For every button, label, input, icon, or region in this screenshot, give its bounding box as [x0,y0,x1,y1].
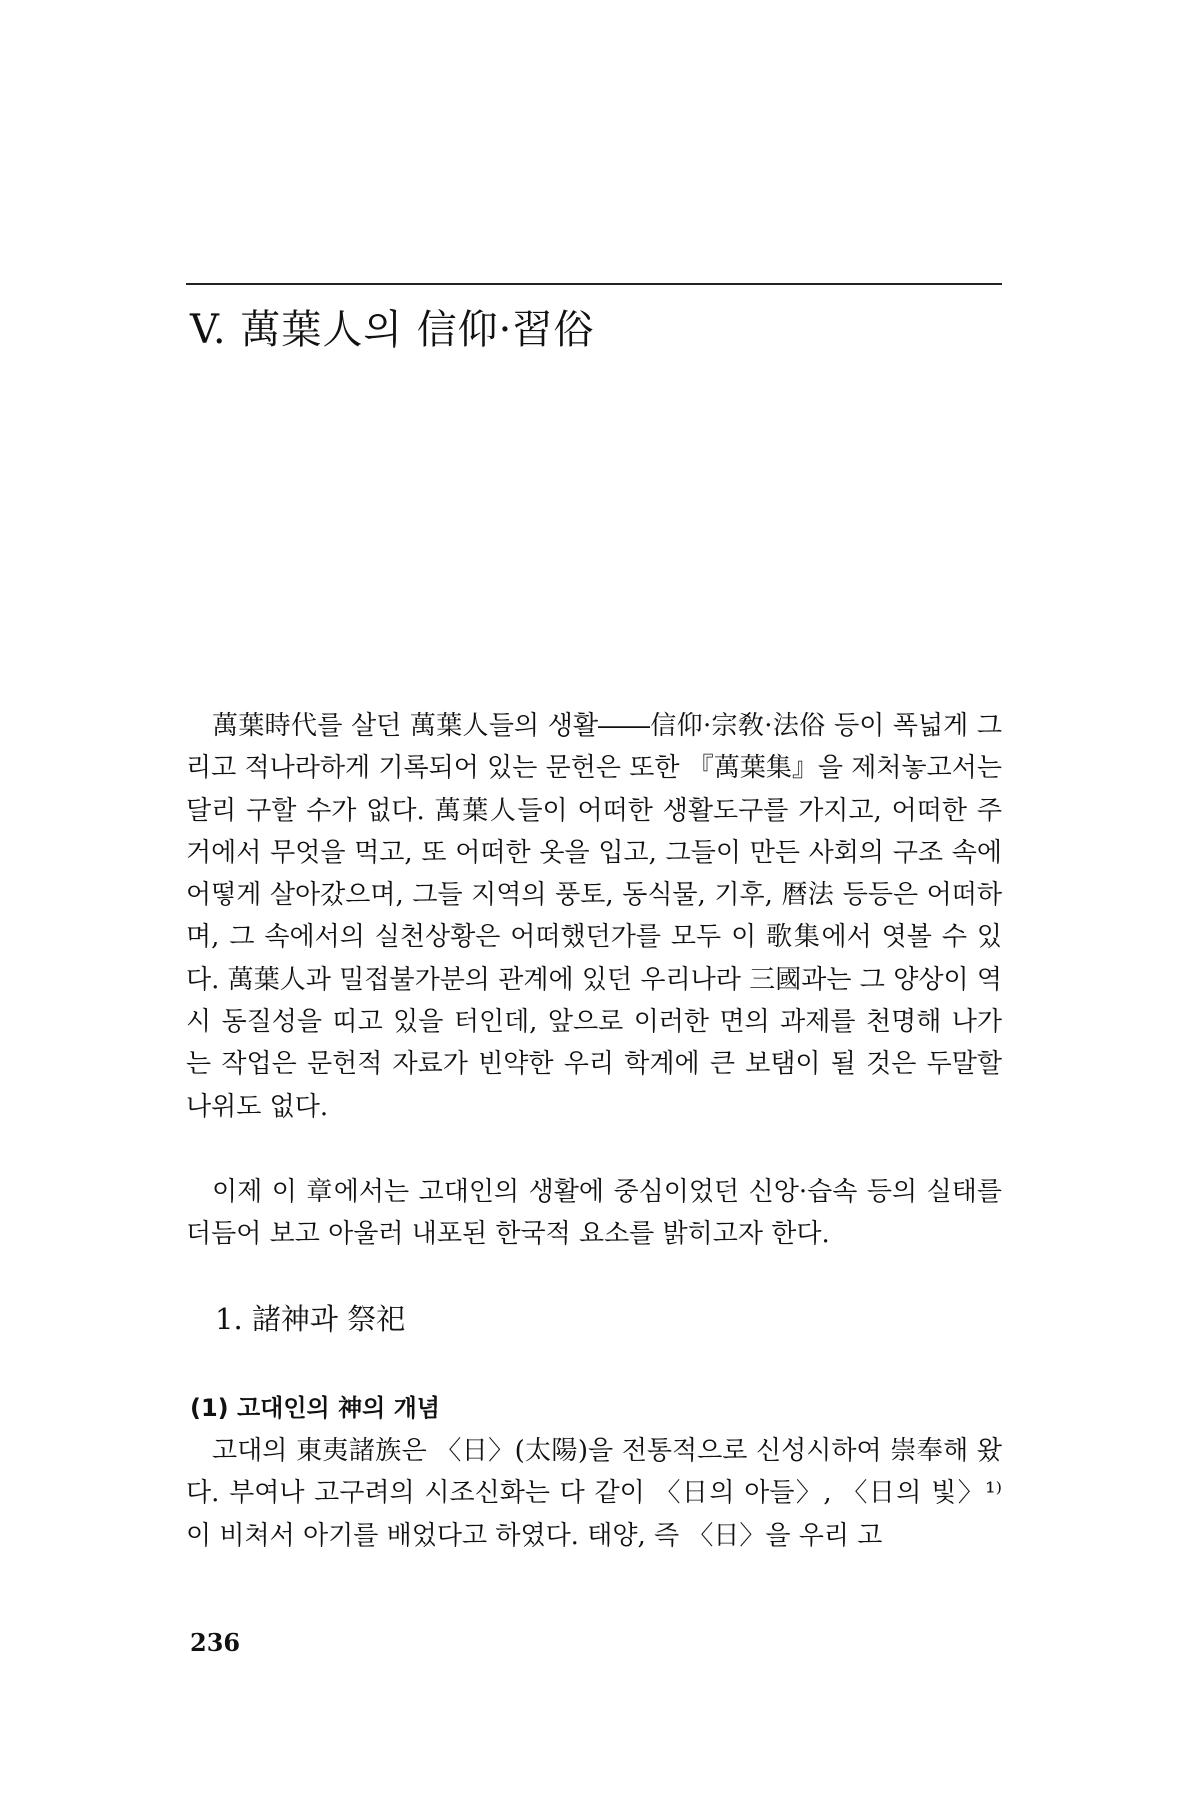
body-paragraph-intro: 萬葉時代를 살던 萬葉人들의 생활――信仰·宗敎·法俗 등이 폭넓게 그리고 적나라하게 기록되어 있는 문헌은 또한 『萬葉集』을 제처놓고서는 달리 구할 수가 없다. 萬葉人들이 어떠한 생활도구를 가지고, 어떠한 주거에서 무엇을 먹고, 또 어떠한 옷을 입고, 그들이 만든 사회의 구조 속에 어떻게 살아갔으며, 그들 지역의 풍토, 동식물, 기후, 暦法 등등은 어떠하며, 그 속에서의 실천상황은 어떠했던가를 모두 이 歌集에서 엿볼 수 있다. 萬葉人과 밀접불가분의 관계에 있던 우리나라 三國과는 그 양상이 역시 동질성을 띠고 있을 터인데, 앞으로 이러한 면의 과제를 천명해 나가는 작업은 문헌적 자료가 빈약한 우리 학계에 큰 보탬이 될 것은 두말할 나위도 없다. [186,711,1002,1122]
page-number: 236 [190,1628,241,1657]
body-paragraph-chapter-aim: 이제 이 章에서는 고대인의 생활에 중심이었던 신앙·습속 등의 실태를 더듬어 보고 아울러 내포된 한국적 요소를 밝히고자 한다. [186,1177,1002,1250]
chapter-rule [186,283,1002,285]
section-heading: 1. 諸神과 祭祀 [215,1302,406,1336]
chapter-title: V. 萬葉人의 信仰·習俗 [190,307,595,353]
body-paragraph-subsection: 고대의 東夷諸族은 〈日〉(太陽)을 전통적으로 신성시하여 崇奉해 왔다. 부여나 고구려의 시조신화는 다 같이 〈日의 아들〉, 〈日의 빛〉¹⁾이 비쳐서 아기를 배었다고 하였다. 태양, 즉 〈日〉을 우리 고 [186,1436,1002,1551]
subsection-heading: (1) 고대인의 神의 개념 [190,1394,440,1422]
